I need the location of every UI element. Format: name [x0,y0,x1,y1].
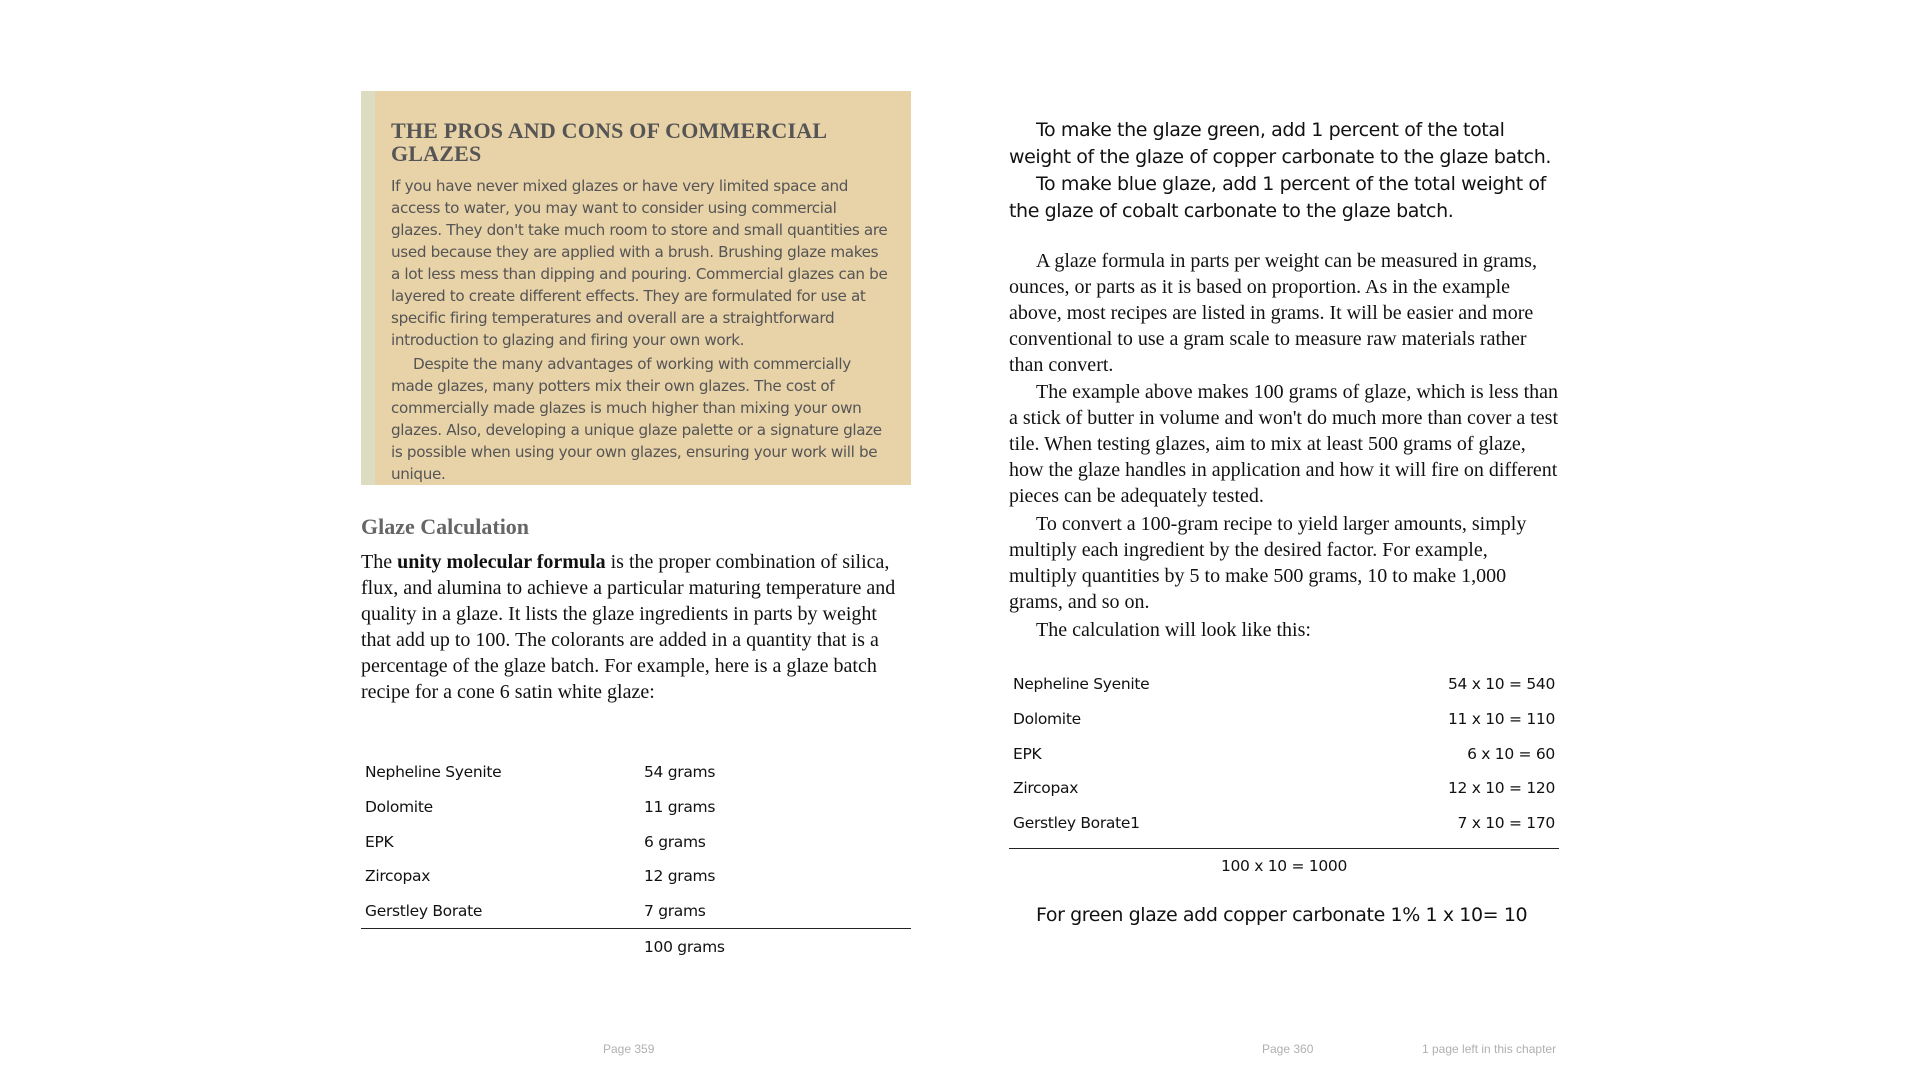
body-lead: The [361,551,398,573]
table-row [1009,702,1559,737]
amount-cell: 11 grams [644,798,716,817]
paragraph-1: A glaze formula in parts per weight can be measured in grams, ounces, or parts as it is based on proportion. As in the example above, most recipes are listed in grams. It will be easier and more conventional to use a gram scale to measure raw materials rather than convert. [1009,250,1537,376]
calculation-total: 100 x 10 = 1000 [1009,848,1559,875]
calculation-table [1009,667,1559,840]
recipe-table [361,755,911,964]
table-row [1009,736,1559,771]
ingredient-cell: Zircopax [1013,779,1079,798]
green-tip: To make the glaze green, add 1 percent of the total weight of the glaze of copper carbonate to the glaze batch. [1009,119,1551,168]
paragraph-4: The calculation will look like this: [1036,619,1311,641]
ingredient-cell: Dolomite [1013,710,1081,729]
calc-cell: 11 x 10 = 110 [1448,710,1555,729]
sidebar-title: THE PROS AND CONS OF COMMERCIAL GLAZES [391,118,827,166]
sidebar-paragraph-1: If you have never mixed glazes or have very limited space and access to water, you may want to consider using commercial glazes. They don't take much room to store and small quantities are used because they are applied with a brush. Brushing glaze makes a lot less mess than dipping and pouring. Commercial glazes can be layered to create different effects. They are formulated for use at specific firing temperatures and overall are a straightforward introduction to glazing and firing your own work. [391,177,888,349]
table-row [1009,806,1559,841]
green-glaze-note: For green glaze add copper carbonate 1% 1 x 10= 10 [1036,904,1528,926]
calc-cell: 7 x 10 = 170 [1457,814,1555,833]
calc-cell: 6 x 10 = 60 [1467,744,1555,763]
paragraph-2: The example above makes 100 grams of glaze, which is less than a stick of butter in volume and won't do much more than cover a test tile. When testing glazes, aim to mix at least 500 grams of glaze, how the glaze handles in application and how it will fire on different pieces can be adequately tested. [1009,381,1559,507]
blue-tip: To make blue glaze, add 1 percent of the total weight of the glaze of cobalt carbonate to the glaze batch. [1009,173,1546,222]
ingredient-cell: Nepheline Syenite [365,763,502,782]
section-heading: Glaze Calculation [361,514,530,539]
table-row [361,894,911,929]
ingredient-cell: Zircopax [365,867,431,886]
ingredient-cell: Nepheline Syenite [1013,675,1150,694]
sidebar-stripe [361,91,375,485]
amount-cell: 12 grams [644,867,716,886]
table-row [361,859,911,894]
page-number-left: Page 359 [603,1042,655,1056]
amount-cell: 54 grams [644,763,716,782]
amount-cell: 6 grams [644,832,706,851]
amount-cell: 7 grams [644,902,706,921]
ingredient-cell: EPK [1013,744,1042,763]
table-row [361,824,911,859]
total-row [361,929,911,964]
ingredient-cell: Gerstley Borate [365,902,483,921]
table-row [361,755,911,790]
total-label-cell [361,929,640,964]
calc-cell: 54 x 10 = 540 [1448,675,1555,694]
bold-term: unity molecular formula [397,551,606,573]
chapter-remaining: 1 page left in this chapter [1422,1042,1557,1056]
page-number-right: Page 360 [1262,1042,1314,1056]
table-row [1009,771,1559,806]
body-paragraph [361,549,911,705]
sidebar-paragraph-2: Despite the many advantages of working with commercially made glazes, many potters mix their own glazes. The cost of commercially made glazes is much higher than mixing your own glazes. Also, developing a unique glaze palette or a signature glaze is possible when using your own glazes, ensuring your work will be unique. [391,355,882,483]
total-cell: 100 grams [640,929,911,964]
paragraph-3: To convert a 100-gram recipe to yield larger amounts, simply multiply each ingredient by the desired factor. For example, multiply quantities by 5 to make 500 grams, 10 to make 1,000 grams, and so on. [1009,513,1527,613]
calc-cell: 12 x 10 = 120 [1448,779,1555,798]
ingredient-cell: EPK [365,832,394,851]
body-rest: is the proper combination of silica, flux, and alumina to achieve a particular maturing temperature and quality in a glaze. It lists the glaze ingredients in parts by weight that add up to 100. The colorants are added in a quantity that is a percentage of the glaze batch. For example, here is a glaze batch recipe for a cone 6 satin white glaze: [361,551,896,703]
table-row [361,790,911,825]
ingredient-cell: Gerstley Borate1 [1013,814,1140,833]
sidebar-box [361,91,911,485]
ingredient-cell: Dolomite [365,798,433,817]
table-row [1009,667,1559,702]
